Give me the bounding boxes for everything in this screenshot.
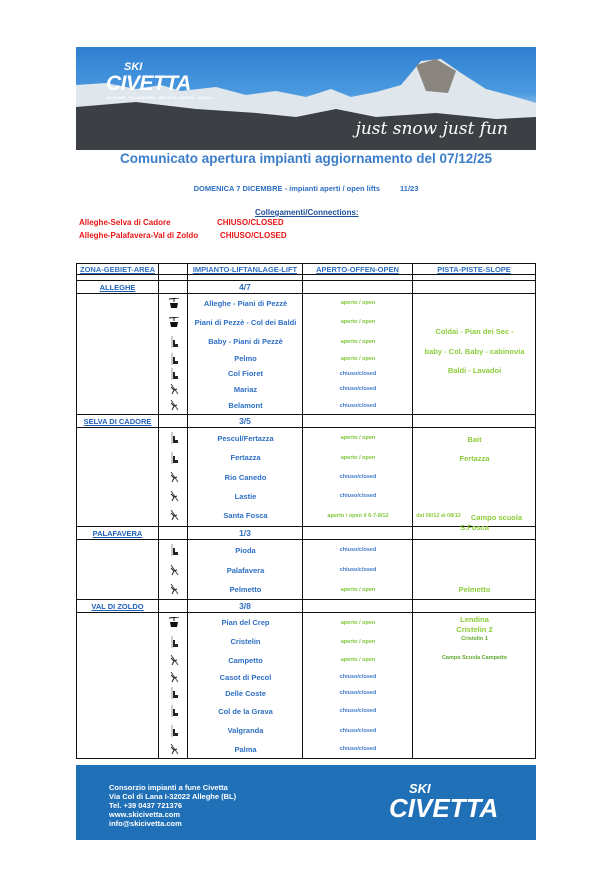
lift-name: Palafavera: [226, 565, 265, 575]
lift-status: chiuso/closed: [339, 370, 377, 377]
lift-status: aperto / open: [340, 454, 376, 461]
lift-name: Fertazza: [230, 453, 261, 462]
lift-row: [77, 669, 535, 685]
lift-name: Belamont: [228, 401, 263, 410]
lift-name: Santa Fosca: [223, 511, 268, 520]
lift-status: chiuso/closed: [339, 708, 377, 714]
chairlift-icon: [159, 336, 188, 348]
connection-status: CHIUSO/CLOSED: [220, 231, 287, 240]
lift-name: Campetto: [228, 655, 263, 665]
draglift-icon: [159, 584, 188, 595]
slope-name: Lendina: [460, 615, 489, 624]
header-zone: ZONA-GEBIET-AREA: [77, 264, 159, 274]
lift-status: chiuso/closed: [339, 746, 377, 752]
zone-name-link[interactable]: PALAFAVERA: [77, 527, 159, 539]
lift-row: [77, 701, 535, 721]
draglift-icon: [159, 472, 188, 483]
connection-row: [79, 218, 284, 227]
zone-row: [77, 281, 535, 294]
lift-status: aperto / open: [340, 586, 376, 593]
lift-name: Piani di Pezzè - Col dei Baldi: [194, 317, 297, 327]
lift-name: Lastie: [234, 491, 257, 501]
lift-row: [77, 487, 535, 505]
chairlift-icon: [159, 353, 188, 365]
draglift-icon: [159, 400, 188, 411]
lift-status: chiuso/closed: [339, 493, 377, 499]
open-lifts-summary: [76, 184, 536, 193]
connection-route: Alleghe-Selva di Cadore: [79, 218, 171, 227]
lift-status: chiuso/closed: [339, 674, 377, 680]
header-open: APERTO-OFFEN-OPEN: [303, 264, 413, 274]
open-lifts-count: 11/23: [400, 184, 419, 193]
lift-row: [77, 294, 535, 312]
lift-status: chiuso/closed: [339, 547, 377, 553]
chairlift-icon: [159, 368, 188, 380]
lift-name: Col de la Grava: [218, 706, 273, 716]
tagline: just snow just fun: [355, 119, 508, 139]
lift-row: [77, 540, 535, 560]
website-link[interactable]: www.skicivetta.com: [109, 810, 181, 819]
lift-name: Casot di Pecol: [219, 672, 272, 682]
lift-status: aperto / open: [340, 300, 376, 306]
lift-name: Pioda: [235, 545, 256, 555]
draglift-icon: [159, 491, 188, 502]
chairlift-icon: [159, 544, 188, 556]
draglift-icon: [159, 672, 188, 683]
zone-open-count: 4/7: [188, 281, 303, 293]
chairlift-icon: [159, 636, 188, 648]
draglift-icon: [159, 565, 188, 576]
connection-row: [79, 231, 287, 240]
company-name: Consorzio impianti a fune Civetta: [109, 783, 228, 792]
lift-row: [77, 560, 535, 580]
zone-row: [77, 415, 535, 428]
lift-status: aperto / open: [340, 619, 376, 626]
lift-row: [77, 721, 535, 740]
gondola-icon: [159, 617, 188, 628]
lift-name: Palma: [234, 744, 257, 754]
lift-name: Pelmo: [234, 354, 257, 363]
zone-lifts: [77, 613, 535, 758]
zone-open-count: 3/8: [188, 600, 303, 612]
lift-status: aperto / open: [340, 638, 376, 645]
lift-status: aperto / open: [340, 319, 376, 325]
chairlift-icon: [159, 687, 188, 699]
lift-name: Pelmetto: [229, 585, 262, 594]
page-title: Comunicato apertura impianti aggiornamento del 07/12/25: [119, 151, 493, 166]
lift-row: [77, 381, 535, 397]
lift-status: chiuso/closed: [339, 386, 377, 392]
chairlift-icon: [159, 705, 188, 717]
lift-name: Valgranda: [227, 726, 264, 735]
gondola-icon: [159, 298, 188, 309]
connections-heading: Collegamenti/Connections:: [255, 208, 359, 217]
zone-lifts: [77, 294, 535, 415]
summary-date: DOMENICA 7 DICEMBRE - impianti aperti / open lifts: [193, 184, 381, 193]
header-lift: IMPIANTO-LIFTANLAGE-LIFT: [188, 264, 303, 274]
address: Via Col di Lana I-32022 Alleghe (BL): [109, 792, 237, 801]
draglift-icon: [159, 510, 188, 521]
header-slope: PISTA-PISTE-SLOPE: [437, 264, 511, 274]
chairlift-icon: [159, 452, 188, 464]
lift-status: chiuso/closed: [339, 727, 377, 734]
connection-route: Alleghe-Palafavera-Val di Zoldo: [79, 231, 199, 240]
email-link[interactable]: info@skicivetta.com: [109, 819, 182, 828]
lift-name: Delle Coste: [225, 688, 266, 698]
lift-name: Alleghe - Piani di Pezzè: [203, 298, 288, 308]
zone-name-link[interactable]: VAL DI ZOLDO: [77, 600, 159, 612]
lift-status: aperto / open: [340, 435, 376, 441]
connection-status: CHIUSO/CLOSED: [217, 218, 284, 227]
logo-subtitle: ALLEGHE · PALAFAVERA · SELVA DI CADORE · ZOLDO: [106, 95, 213, 100]
table-header: [77, 264, 535, 275]
ski-civetta-logo: SKI CIVETTA ALLEGHE · PALAFAVERA · SELVA DI CADORE · ZOLDO: [106, 61, 213, 100]
zone-row: [77, 600, 535, 613]
lift-status: chiuso/closed: [339, 402, 377, 409]
lift-name: Mariaz: [233, 384, 258, 394]
lift-status: chiuso/closed: [339, 567, 377, 573]
zone-row: [77, 527, 535, 540]
footer-logo: SKI CIVETTA: [389, 781, 499, 823]
draglift-icon: [159, 384, 188, 395]
slope-name: Cristelin 2: [456, 625, 493, 634]
lift-status: aperto / open: [340, 657, 376, 663]
slope-name: Cristelin 1: [461, 636, 488, 642]
zone-name-link[interactable]: SELVA DI CADORE: [77, 415, 159, 427]
zone-open-count: 3/5: [188, 415, 303, 427]
draglift-icon: [159, 655, 188, 666]
chairlift-icon: [159, 432, 188, 444]
header-icon: [159, 264, 188, 274]
lift-name: Rio Canedo: [224, 472, 267, 482]
slope-name: S.Fosca: [460, 523, 489, 532]
lift-status: chiuso/closed: [339, 474, 377, 480]
gondola-icon: [159, 317, 188, 328]
lift-row: [77, 685, 535, 701]
draglift-icon: [159, 744, 188, 755]
lift-name: Col Fioret: [228, 369, 263, 378]
zone-lifts: [77, 540, 535, 600]
lift-row: [77, 467, 535, 487]
slope-name: dal 06/12 al 08/12: [416, 513, 461, 519]
zone-open-count: 1/3: [188, 527, 303, 539]
lift-status: aperto / open il 6-7-8/12: [327, 512, 389, 519]
header-banner: [76, 47, 536, 150]
lift-name: Baby - Piani di Pezzè: [208, 337, 283, 346]
zone-lifts: [77, 428, 535, 532]
slope-name: Bait: [467, 435, 482, 444]
footer: [76, 765, 536, 840]
lift-row: [77, 740, 535, 758]
slope-name: Fertazza: [459, 454, 490, 463]
slope-name: baby - Col. Baby - cabinovia: [424, 347, 525, 356]
lift-row: [77, 397, 535, 414]
lift-name: Pian del Crep: [221, 618, 270, 627]
slope-name: Pelmetto: [458, 585, 491, 594]
lift-name: Cristelin: [230, 637, 261, 646]
lift-status: aperto / open: [340, 355, 376, 362]
zone-name-link[interactable]: ALLEGHE: [77, 281, 159, 293]
contact-info: [109, 783, 236, 828]
slope-name: Baldi - Lavadoi: [447, 366, 502, 375]
lifts-table: [76, 263, 536, 759]
slope-name: Campo Scuola Campetto: [441, 655, 508, 661]
lift-status: aperto / open: [340, 338, 376, 345]
lift-status: chiuso/closed: [339, 690, 377, 696]
phone: Tel. +39 0437 721376: [109, 801, 183, 810]
slope-name: Campo scuola: [470, 513, 523, 522]
lift-name: Pescul/Fertazza: [217, 433, 274, 443]
chairlift-icon: [159, 725, 188, 737]
slope-name: Coldai - Pian dei Sec -: [435, 327, 514, 336]
